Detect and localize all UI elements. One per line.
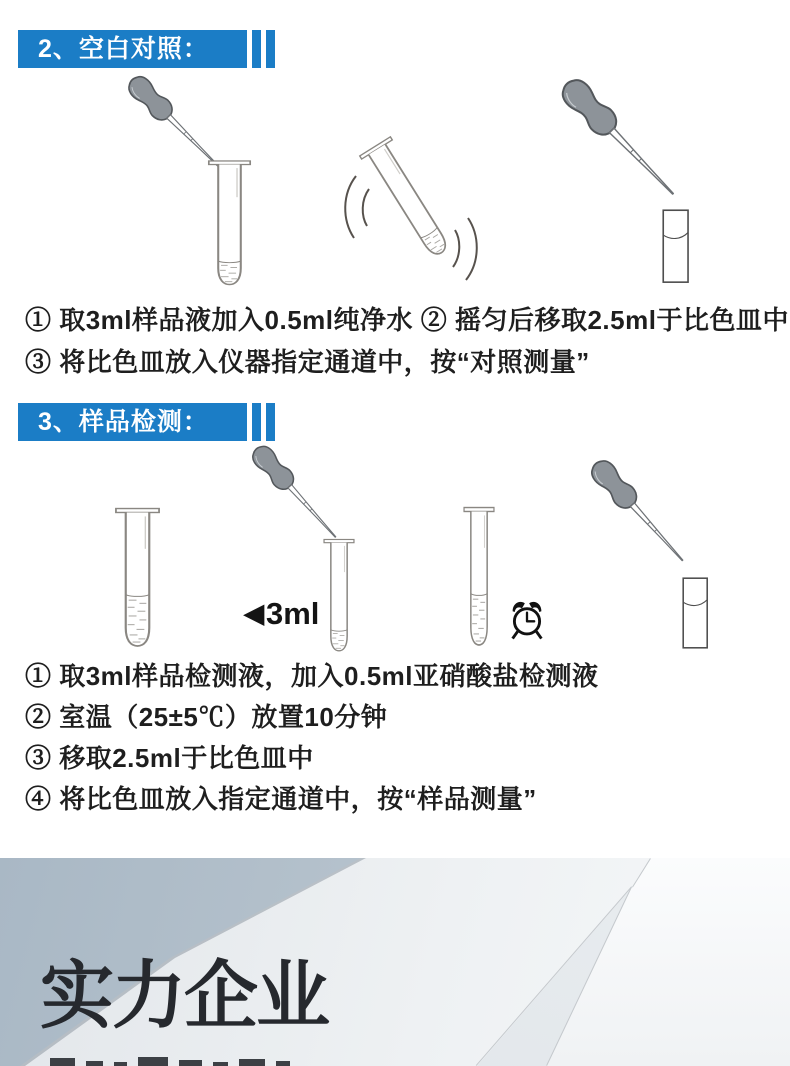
illustration-tube-3ml (108, 503, 168, 653)
alarm-clock-icon (513, 602, 542, 639)
footer-banner (0, 858, 790, 1066)
illustration-dropper-into-cuvette (533, 83, 748, 288)
blank-control-step-line-2: ③ 将比色皿放入仪器指定通道中，按“对照测量” (25, 347, 590, 377)
test-tube-icon (116, 509, 159, 646)
blank-control-step-line-1: ① 取3ml样品液加入0.5ml纯净水 ② 摇匀后移取2.5ml于比色皿中 (25, 305, 789, 335)
sample-test-step-2: ② 室温（25±5℃）放置10分钟 (25, 702, 388, 732)
banner-stripe-icon (266, 403, 275, 441)
sample-test-step-1: ① 取3ml样品检测液，加入0.5ml亚硝酸盐检测液 (25, 661, 599, 691)
section-banner-sample-test (18, 403, 247, 441)
section-heading-sample-test: 3、样品检测： (38, 408, 209, 436)
dropper-icon (557, 74, 683, 203)
banner-stripe-icon (252, 403, 261, 441)
banner-stripe-icon (266, 30, 275, 68)
cuvette-icon (663, 210, 688, 282)
volume-value: 3ml (266, 596, 320, 631)
sample-test-step-3: ③ 移取2.5ml于比色皿中 (25, 743, 314, 773)
cuvette-icon (683, 578, 707, 648)
section-banner-blank-control (18, 30, 247, 68)
cutoff-text-remnant (50, 1057, 290, 1066)
tilted-test-tube-icon (360, 137, 457, 262)
dropper-icon (587, 456, 691, 568)
illustration-shaking-tube (330, 118, 530, 303)
banner-stripe-icon (252, 30, 261, 68)
footer-title: 实力企业 (40, 956, 328, 1038)
illustration-dropper-into-cuvette (570, 455, 715, 655)
section-heading-blank-control: 2、空白对照： (38, 35, 209, 63)
dropper-icon (248, 442, 343, 544)
shake-arcs-icon (345, 176, 369, 238)
sample-test-step-4: ④ 将比色皿放入指定通道中，按“样品测量” (25, 784, 537, 814)
test-tube-icon (324, 539, 354, 650)
test-tube-icon (464, 508, 494, 645)
illustration-dropper-into-tube (228, 453, 363, 653)
left-triangle-icon: ◀ (244, 598, 264, 628)
test-tube-icon (209, 161, 250, 285)
illustration-tube-with-clock (456, 502, 556, 652)
shake-arcs-icon (453, 218, 477, 280)
illustration-dropper-into-tube (108, 78, 348, 293)
dropper-icon (124, 72, 226, 174)
